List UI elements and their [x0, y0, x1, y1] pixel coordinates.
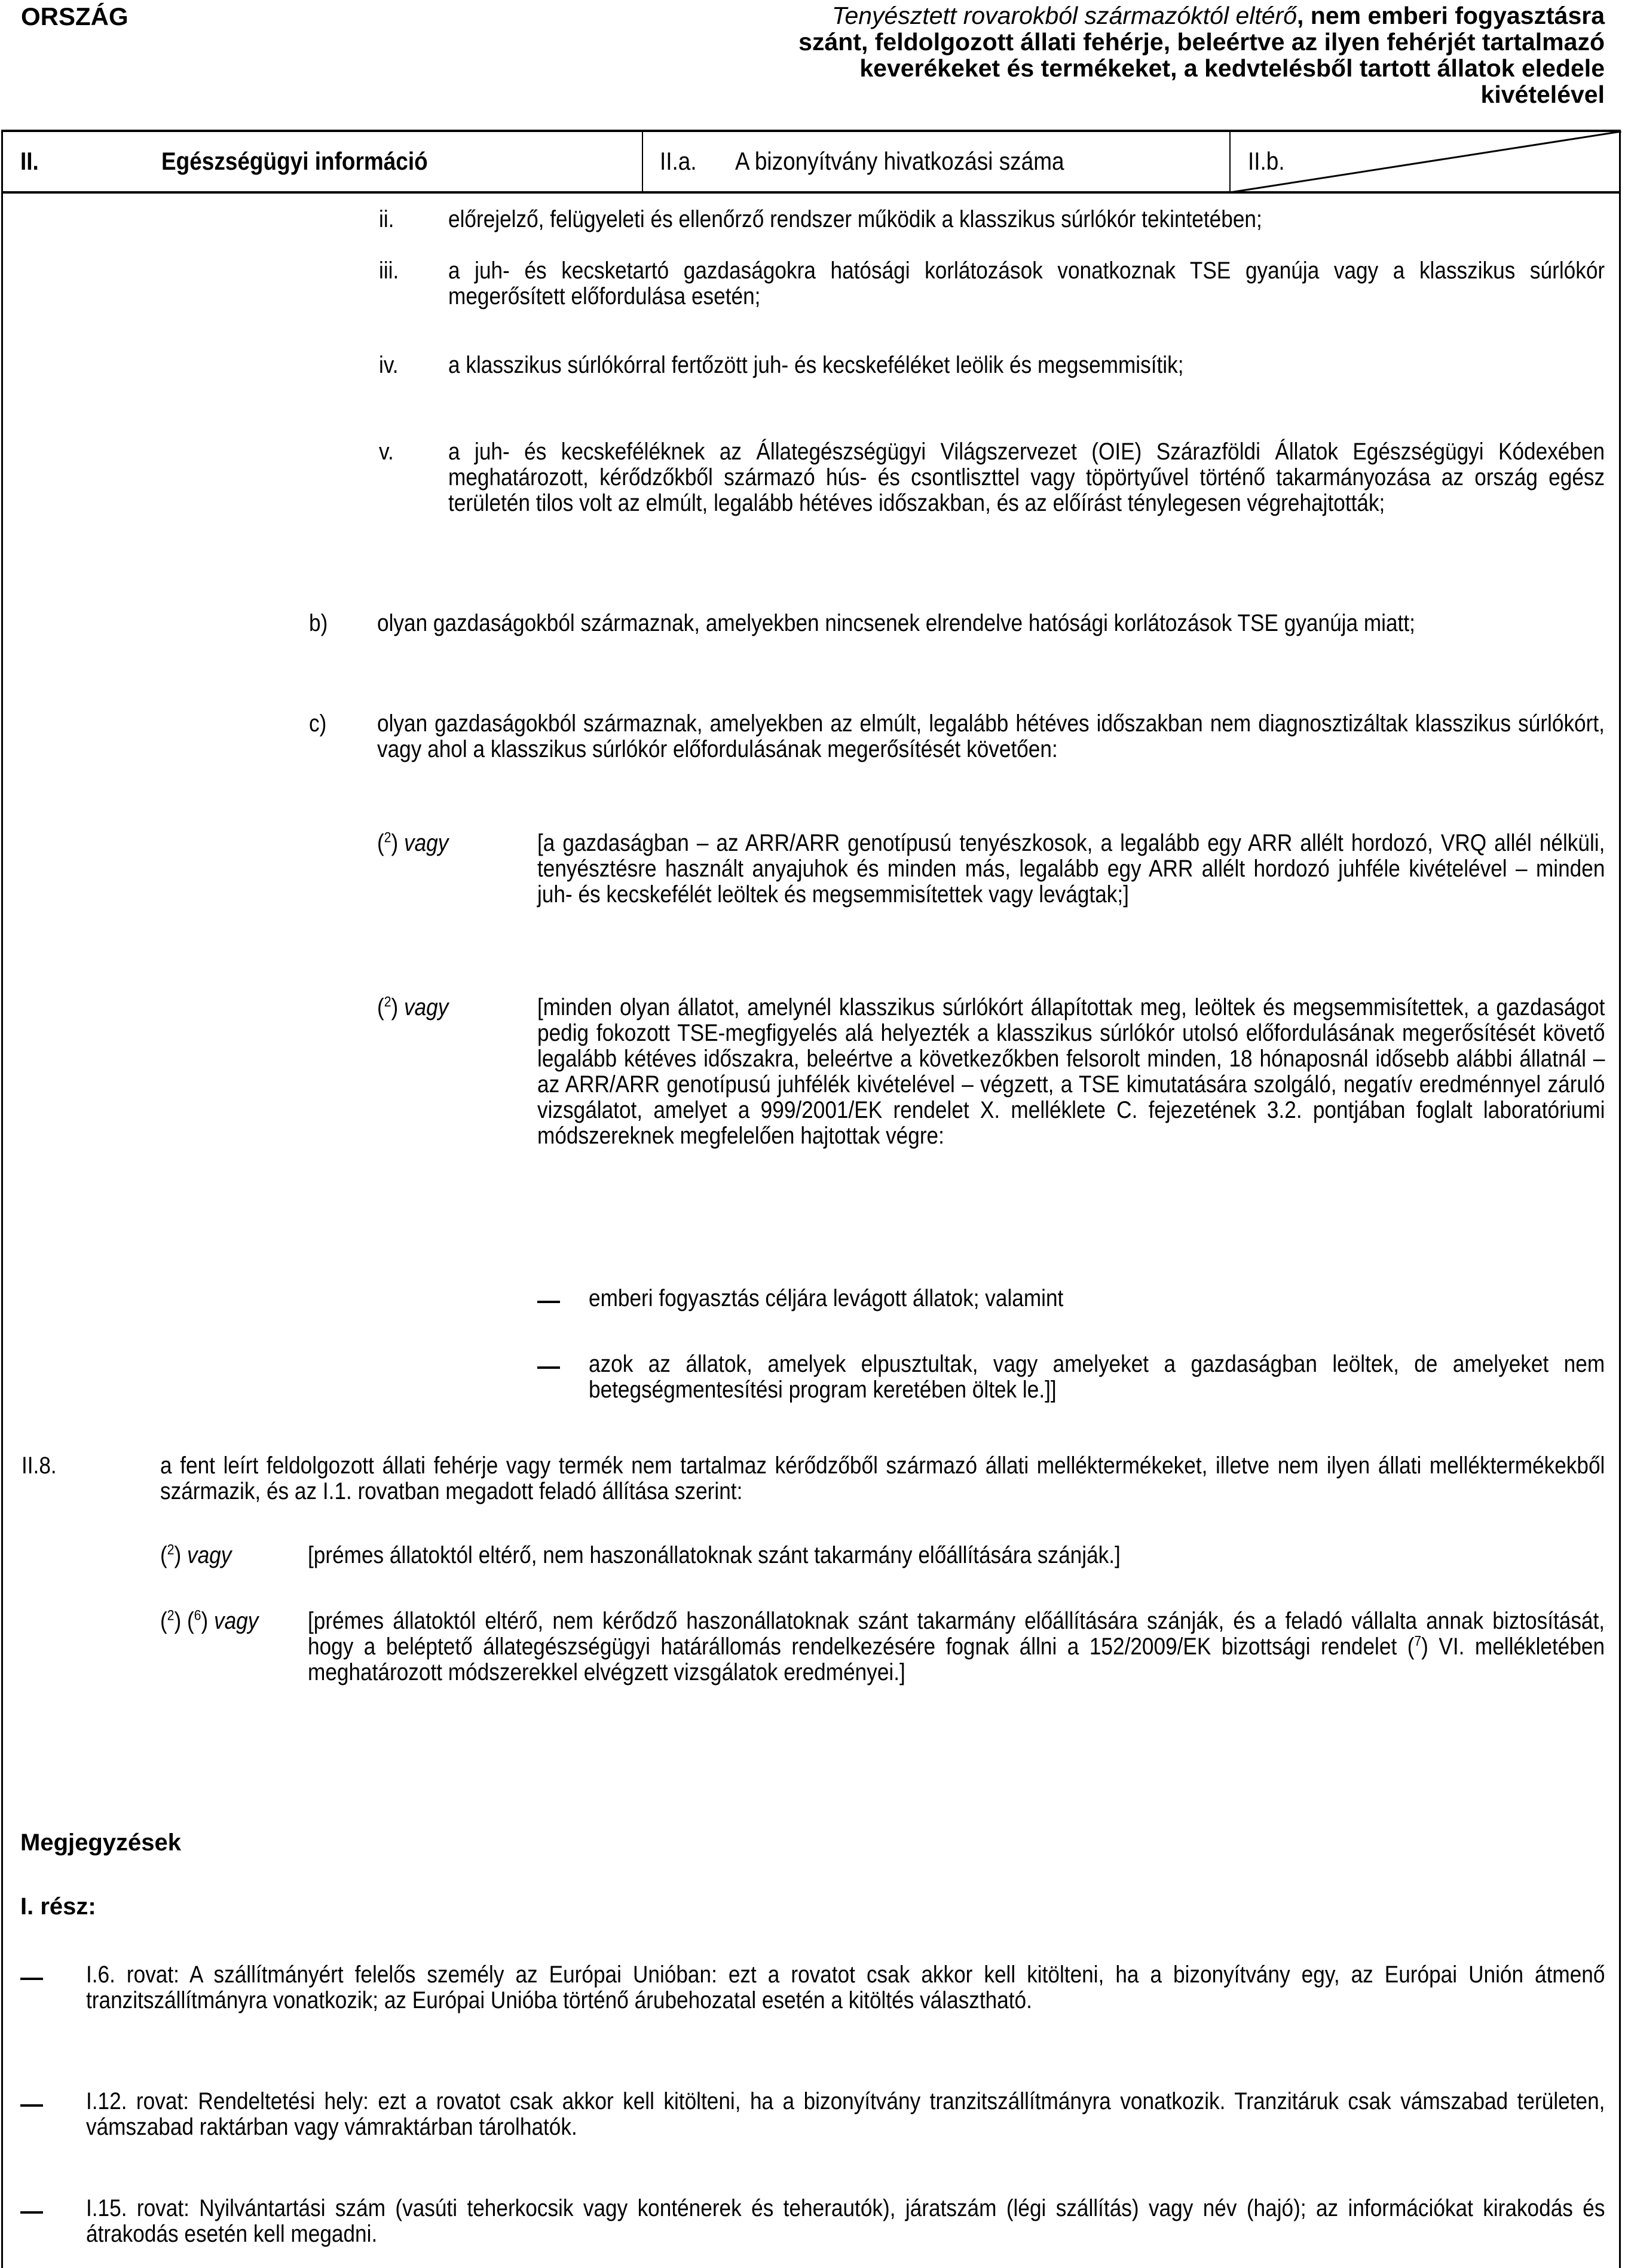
roman-label: iv.: [379, 352, 399, 378]
ii8-label: II.8.: [22, 1452, 57, 1479]
option-marker: ($^2$) vagy: [377, 829, 449, 856]
section-title: Egészségügyi információ: [161, 147, 428, 175]
roman-item-text: a klasszikus súrlókórral fertőzött juh- és kecskeféléket leölik és megsemmisítik;: [448, 352, 1184, 378]
option-text: [prémes állatoktól eltérő, nem haszonállatoknak szánt takarmány előállítására szánják.]: [308, 1542, 1121, 1568]
notes-heading: Megjegyzések: [20, 1829, 182, 1856]
option-text: [minden olyan állatot, amelynél klasszikus súrlókórt állapítottak meg, leöltek és megsemmisítettek, a gazdaságot pedig fokozott TSE-megfigyelés alá helyezték a klasszikus súrlókór utolsó előfordulásának megerősítését követő legalább kétéves időszakra, beleértve a következőkben felsorolt minden, 18 hónaposnál idősebb alábbi állatnál – az ARR/ARR genotípusú juhfélék kivételével – végzett, a TSE kimutatására szolgáló, negatív eredménnyel záruló vizsgálatot, amelyet a 999/2001/EK rendelet X. melléklete C. fejezetének 3.2. pontjában foglalt laboratóriumi módszereknek megfelelően hajtottak végre:: [537, 994, 1605, 1149]
title-italic-part: Tenyésztett rovarokból származóktól eltérő: [832, 2, 1297, 29]
option-marker: ($^2$) ($^6$) vagy: [160, 1607, 259, 1634]
roman-label: ii.: [379, 206, 394, 232]
dash-item-text: azok az állatok, amelyek elpusztultak, vagy amelyeket a gazdaságban leöltek, de amelyeket nem betegségmentesítési program keretében öltek le.]]: [589, 1351, 1605, 1403]
column-divider: [642, 131, 643, 192]
dash-bullet-icon: [20, 1973, 43, 1984]
reference-number-field[interactable]: A bizonyítvány hivatkozási száma: [735, 147, 1064, 175]
option-text: [a gazdaságban – az ARR/ARR genotípusú tenyészkosok, a legalább egy ARR allélt hordozó, VRQ allél nélküli, tenyésztésre használt anyajuhok és minden más, legalább egy ARR allélt hordozó juhféle kivételével – minden juh- és kecskefélét leöltek és megsemmisítettek vagy levágtak;]: [537, 830, 1605, 908]
option-text: [prémes állatoktól eltérő, nem kérődző haszonállatoknak szánt takarmány előállítására szánják, és a feladó vállalta annak biztosítását, hogy a beléptető állategészségügyi határállomás rendelkezésére fognak állni a 152/2009/EK bizottsági rendelet ($^7$) VI. mellékletében meghatározott módszerekkel elvégzett vizsgálatok eredményei.]: [308, 1608, 1605, 1685]
note-item: I.15. rovat: Nyilvántartási szám (vasúti teherkocsik vagy konténerek és teherautók), járatszám (légi szállítás) vagy név (hajó); az információkat kirakodás és átrakodás esetén kell megadni.: [86, 2195, 1605, 2247]
reference-code: II.a.: [660, 147, 697, 175]
letter-label: c): [309, 710, 327, 737]
title-rest: , nem emberi fogyasztásra szánt, feldolgozott állati fehérje, beleértve az ilyen fehérjét tartalmazó keverékeket és termékeket, a kedvtelésből tartott állatok eledele kivételével: [798, 2, 1605, 108]
country-label: ORSZÁG: [21, 2, 128, 30]
roman-label: iii.: [379, 258, 399, 284]
roman-item-text: előrejelző, felügyeleti és ellenőrző rendszer működik a klasszikus súrlókór tekintetében;: [448, 206, 1262, 232]
letter-item-text: olyan gazdaságokból származnak, amelyekben nincsenek elrendelve hatósági korlátozások TSE gyanúja miatt;: [377, 610, 1415, 636]
dash-bullet-icon: [537, 1297, 560, 1307]
section-number: II.: [20, 147, 39, 175]
dash-bullet-icon: [20, 2100, 43, 2111]
note-item: I.6. rovat: A szállítmányért felelős személy az Európai Unióban: ezt a rovatot csak akkor kell kitölteni, ha a bizonyítvány egy, az Európai Unión átmenő tranzitszállítmányra vonatkozik; az Európai Unióba történő árubehozatal esetén a kitöltés választható.: [86, 1961, 1605, 2013]
ii8-text: a fent leírt feldolgozott állati fehérje vagy termék nem tartalmaz kérődzőből származó állati melléktermékeket, illetve nem ilyen állati melléktermékekből származik, és az I.1. rovatban megadott feladó állítása szerint:: [160, 1452, 1605, 1504]
roman-label: v.: [379, 439, 394, 465]
dash-item-text: emberi fogyasztás céljára levágott állatok; valamint: [589, 1285, 1064, 1311]
iib-field[interactable]: II.b.: [1248, 147, 1285, 175]
roman-item-text: a juh- és kecskeféléknek az Állategészségügyi Világszervezet (OIE) Szárazföldi Állatok Egészségügyi Kódexében meghatározott, kérődzőkből származó hús- és csontliszttel vagy töpörtyűvel történő takarmányozása az ország egész területén tilos volt az elmúlt, legalább hétéves időszakban, és az előírást ténylegesen végrehajtották;: [448, 439, 1605, 516]
note-item: I.12. rovat: Rendeltetési hely: ezt a rovatot csak akkor kell kitölteni, ha a bizonyítvány tranzitszállítmányra vonatkozik. Tranzitáruk csak vámszabad területen, vámszabad raktárban vagy vámraktárban tárolhatók.: [86, 2088, 1605, 2140]
letter-label: b): [309, 610, 328, 636]
dash-bullet-icon: [20, 2207, 43, 2218]
dash-bullet-icon: [537, 1362, 560, 1373]
notes-part-heading: I. rész:: [20, 1893, 96, 1920]
option-marker: ($^2$) vagy: [377, 994, 449, 1020]
letter-item-text: olyan gazdaságokból származnak, amelyekben az elmúlt, legalább hétéves időszakban nem diagnosztizáltak klasszikus súrlókórt, vagy ahol a klasszikus súrlókór előfordulásának megerősítését követően:: [377, 710, 1605, 762]
strike-diagonal-icon: [1230, 131, 1621, 192]
roman-item-text: a juh- és kecsketartó gazdaságokra hatósági korlátozások vonatkoznak TSE gyanúja vagy a klasszikus súrlókór megerősített előfordulása esetén;: [448, 258, 1605, 309]
option-marker: ($^2$) vagy: [160, 1541, 232, 1568]
certificate-title: [768, 2, 1605, 108]
